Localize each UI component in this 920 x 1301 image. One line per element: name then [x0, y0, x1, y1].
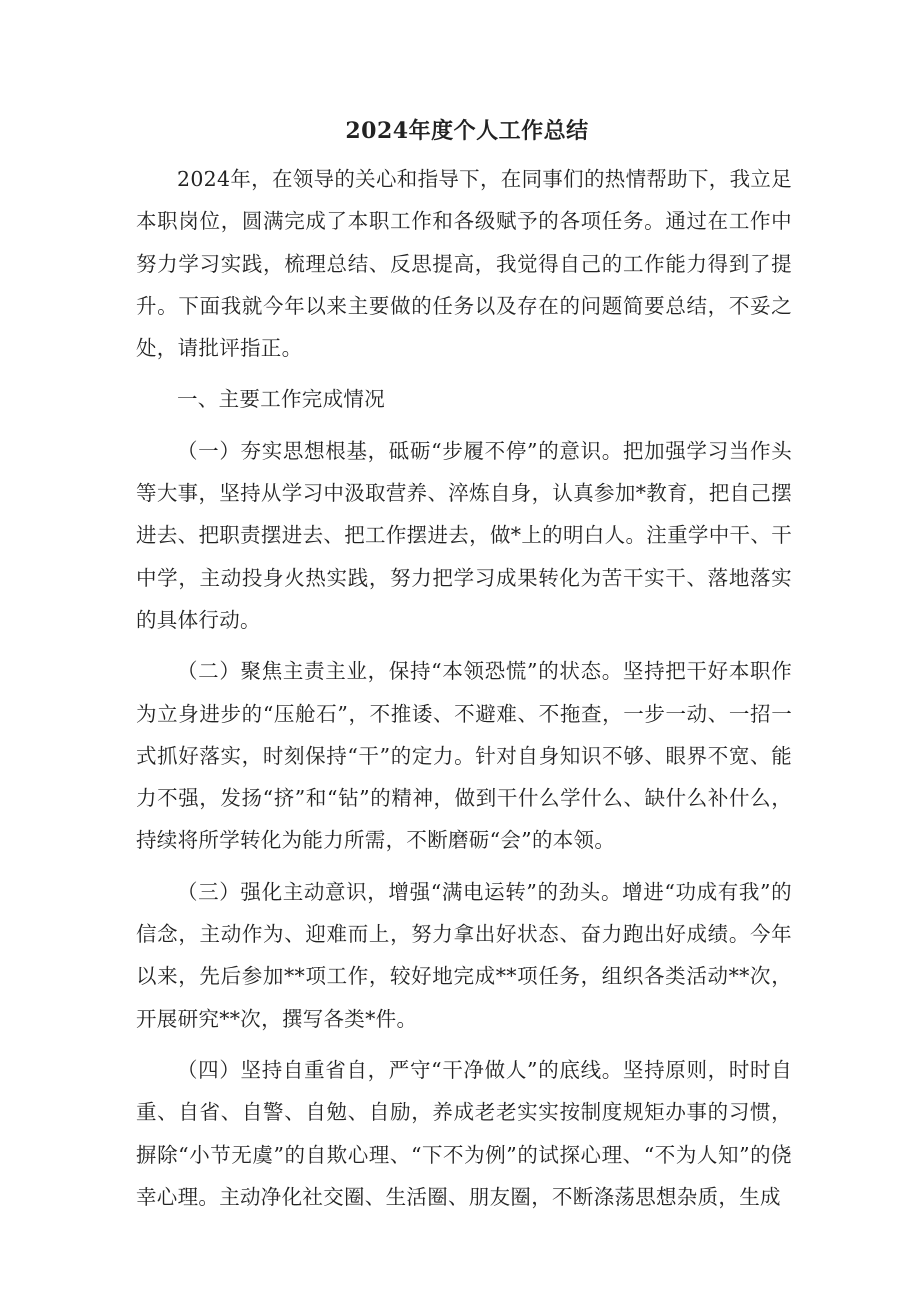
- item-2-paragraph: （二）聚焦主责主业，保持“本领恐慌”的状态。坚持把干好本职作为立身进步的“压舱石”，不推诿、不避难、不拖查，一步一动、一招一式抓好落实，时刻保持“干”的定力。针对自身知识不够、眼界不宽、能力不强，发扬“挤”和“钻”的精神，做到干什么学什么、缺什么补什么，持续将所学转化为能力所需，不断磨砺“会”的本领。: [136, 659, 792, 853]
- item-1-paragraph: （一）夯实思想根基，砥砺“步履不停”的意识。把加强学习当作头等大事，坚持从学习中汲取营养、淬炼自身，认真参加*教育，把自己摆进去、把职责摆进去、把工作摆进去，做*上的明白人。注重学中干、干中学，主动投身火热实践，努力把学习成果转化为苦干实干、落地落实的具体行动。: [136, 438, 792, 632]
- item-3-paragraph: （三）强化主动意识，增强“满电运转”的劲头。增进“功成有我”的信念，主动作为、迎难而上，努力拿出好状态、奋力跑出好成绩。今年以来，先后参加**项工作，较好地完成**项任务，组织各类活动**次，开展研究**次，撰写各类*件。: [136, 879, 792, 1031]
- section-heading: 一、主要工作完成情况: [177, 387, 385, 412]
- intro-paragraph: 2024年，在领导的关心和指导下，在同事们的热情帮助下，我立足本职岗位，圆满完成了本职工作和各级赋予的各项任务。通过在工作中努力学习实践，梳理总结、反思提高，我觉得自己的工作能力得到了提升。下面我就今年以来主要做的任务以及存在的问题简要总结，不妥之处，请批评指正。: [136, 167, 792, 361]
- item-4-paragraph: （四）坚持自重省自，严守“干净做人”的底线。坚持原则，时时自重、自省、自警、自勉、自励，养成老老实实按制度规矩办事的习惯，摒除“小节无虞”的自欺心理、“下不为例”的试探心理、“不为人知”的侥幸心理。主动净化社交圈、生活圈、朋友圈，不断涤荡思想杂质，生成: [136, 1057, 792, 1209]
- document-title: 2024年度个人工作总结: [345, 118, 589, 144]
- document-body: [136, 116, 792, 1227]
